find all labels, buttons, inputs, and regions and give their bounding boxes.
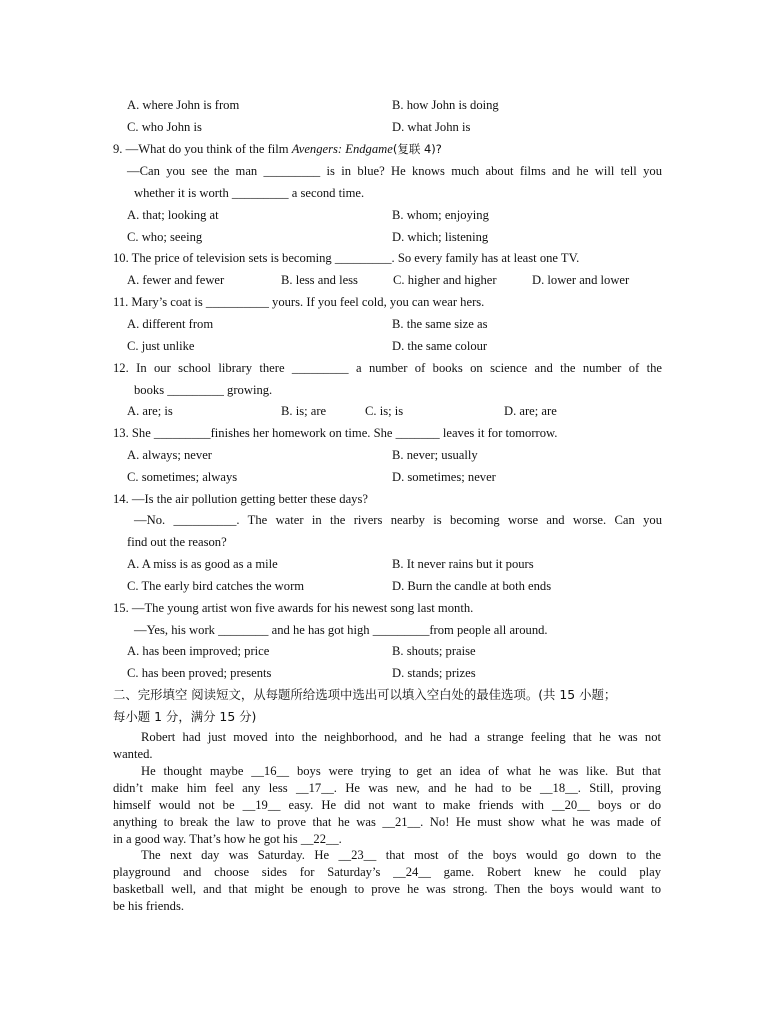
q12-stem-line2: books _________ growing. bbox=[134, 383, 273, 397]
q9-stem-line3: whether it is worth _________ a second time. bbox=[134, 186, 365, 200]
q9-option-a: A. that; looking at bbox=[127, 208, 219, 222]
q11-option-a: A. different from bbox=[127, 317, 214, 331]
q10-stem: 10. The price of television sets is becoming _________. So every family has at least one TV. bbox=[113, 251, 580, 265]
q9-stem-post: (复联 4)? bbox=[392, 142, 442, 156]
q8-option-b: B. how John is doing bbox=[392, 98, 499, 112]
passage-line: playground and choose sides for Saturday’s __24__ game. Robert knew he could play bbox=[113, 865, 661, 879]
q11-option-d: D. the same colour bbox=[392, 339, 488, 353]
passage-line: anything to break the law to prove that he was __21__. No! He must show what he was made of bbox=[113, 815, 661, 829]
q8-option-a: A. where John is from bbox=[127, 98, 240, 112]
passage-line: Robert had just moved into the neighborhood, and he had a strange feeling that he was not bbox=[141, 730, 661, 744]
q10-option-a: A. fewer and fewer bbox=[127, 273, 225, 287]
passage-line: basketball well, and that might be enough to prove he was strong. Then the boys would want to bbox=[113, 882, 661, 896]
q14-option-b: B. It never rains but it pours bbox=[392, 557, 534, 571]
q13-option-b: B. never; usually bbox=[392, 448, 478, 462]
passage-line: didn’t make him feel any less __17__. He was new, and he had to be __18__. Still, proving bbox=[113, 781, 661, 795]
q12-stem-line1: 12. In our school library there _________ a number of books on science and the number of the bbox=[113, 361, 662, 375]
q15-stem-line1: 15. —The young artist won five awards for his newest song last month. bbox=[113, 601, 474, 615]
section2-heading-line2: 每小题 1 分，满分 15 分) bbox=[113, 709, 257, 724]
q13-option-a: A. always; never bbox=[127, 448, 212, 462]
q12-option-b: B. is; are bbox=[281, 404, 327, 418]
q11-option-c: C. just unlike bbox=[127, 339, 195, 353]
passage-line: in a good way. That’s how he got his __22__. bbox=[113, 832, 342, 846]
q9-option-b: B. whom; enjoying bbox=[392, 208, 489, 222]
q14-option-a: A. A miss is as good as a mile bbox=[127, 557, 278, 571]
q13-option-c: C. sometimes; always bbox=[127, 470, 238, 484]
q14-stem-line2: —No. __________. The water in the rivers nearby is becoming worse and worse. Can you bbox=[134, 513, 662, 527]
q14-option-d: D. Burn the candle at both ends bbox=[392, 579, 552, 593]
q10-option-b: B. less and less bbox=[281, 273, 358, 287]
q9-stem-pre: 9. —What do you think of the film bbox=[113, 142, 292, 156]
q14-option-c: C. The early bird catches the worm bbox=[127, 579, 305, 593]
q15-option-b: B. shouts; praise bbox=[392, 644, 476, 658]
passage-line: wanted. bbox=[113, 747, 153, 761]
q8-option-c: C. who John is bbox=[127, 120, 202, 134]
q9-film-title: Avengers: Endgame bbox=[291, 142, 393, 156]
q13-option-d: D. sometimes; never bbox=[392, 470, 496, 484]
q14-stem-line3: find out the reason? bbox=[127, 535, 227, 549]
q9-option-d: D. which; listening bbox=[392, 230, 489, 244]
q15-stem-line2: —Yes, his work ________ and he has got high _________from people all around. bbox=[134, 623, 548, 637]
passage-line: himself would not be __19__ easy. He did not want to make friends with __20__ boys or do bbox=[113, 798, 661, 812]
q9-stem-line1 bbox=[113, 140, 442, 158]
q12-option-d: D. are; are bbox=[504, 404, 557, 418]
passage-line: He thought maybe __16__ boys were trying to get an idea of what he was like. But that bbox=[141, 764, 661, 778]
q9-stem-line2: —Can you see the man _________ is in blue? He knows much about films and he will tell you bbox=[127, 164, 662, 178]
q15-option-a: A. has been improved; price bbox=[127, 644, 270, 658]
q11-option-b: B. the same size as bbox=[392, 317, 488, 331]
q8-option-d: D. what John is bbox=[392, 120, 471, 134]
passage-line: be his friends. bbox=[113, 899, 184, 913]
q13-stem: 13. She _________finishes her homework on time. She _______ leaves it for tomorrow. bbox=[113, 426, 558, 440]
q15-option-c: C. has been proved; presents bbox=[127, 666, 272, 680]
q9-option-c: C. who; seeing bbox=[127, 230, 203, 244]
q15-option-d: D. stands; prizes bbox=[392, 666, 476, 680]
q10-option-d: D. lower and lower bbox=[532, 273, 630, 287]
passage-line: The next day was Saturday. He __23__ that most of the boys would go down to the bbox=[141, 848, 661, 862]
section2-heading-line1: 二、完形填空 阅读短文，从每题所给选项中选出可以填入空白处的最佳选项。(共 15 小题； bbox=[113, 687, 617, 702]
q10-option-c: C. higher and higher bbox=[393, 273, 497, 287]
q14-stem-line1: 14. —Is the air pollution getting better these days? bbox=[113, 492, 368, 506]
q12-option-c: C. is; is bbox=[365, 404, 404, 418]
q12-option-a: A. are; is bbox=[127, 404, 173, 418]
q11-stem: 11. Mary’s coat is __________ yours. If you feel cold, you can wear hers. bbox=[113, 295, 485, 309]
